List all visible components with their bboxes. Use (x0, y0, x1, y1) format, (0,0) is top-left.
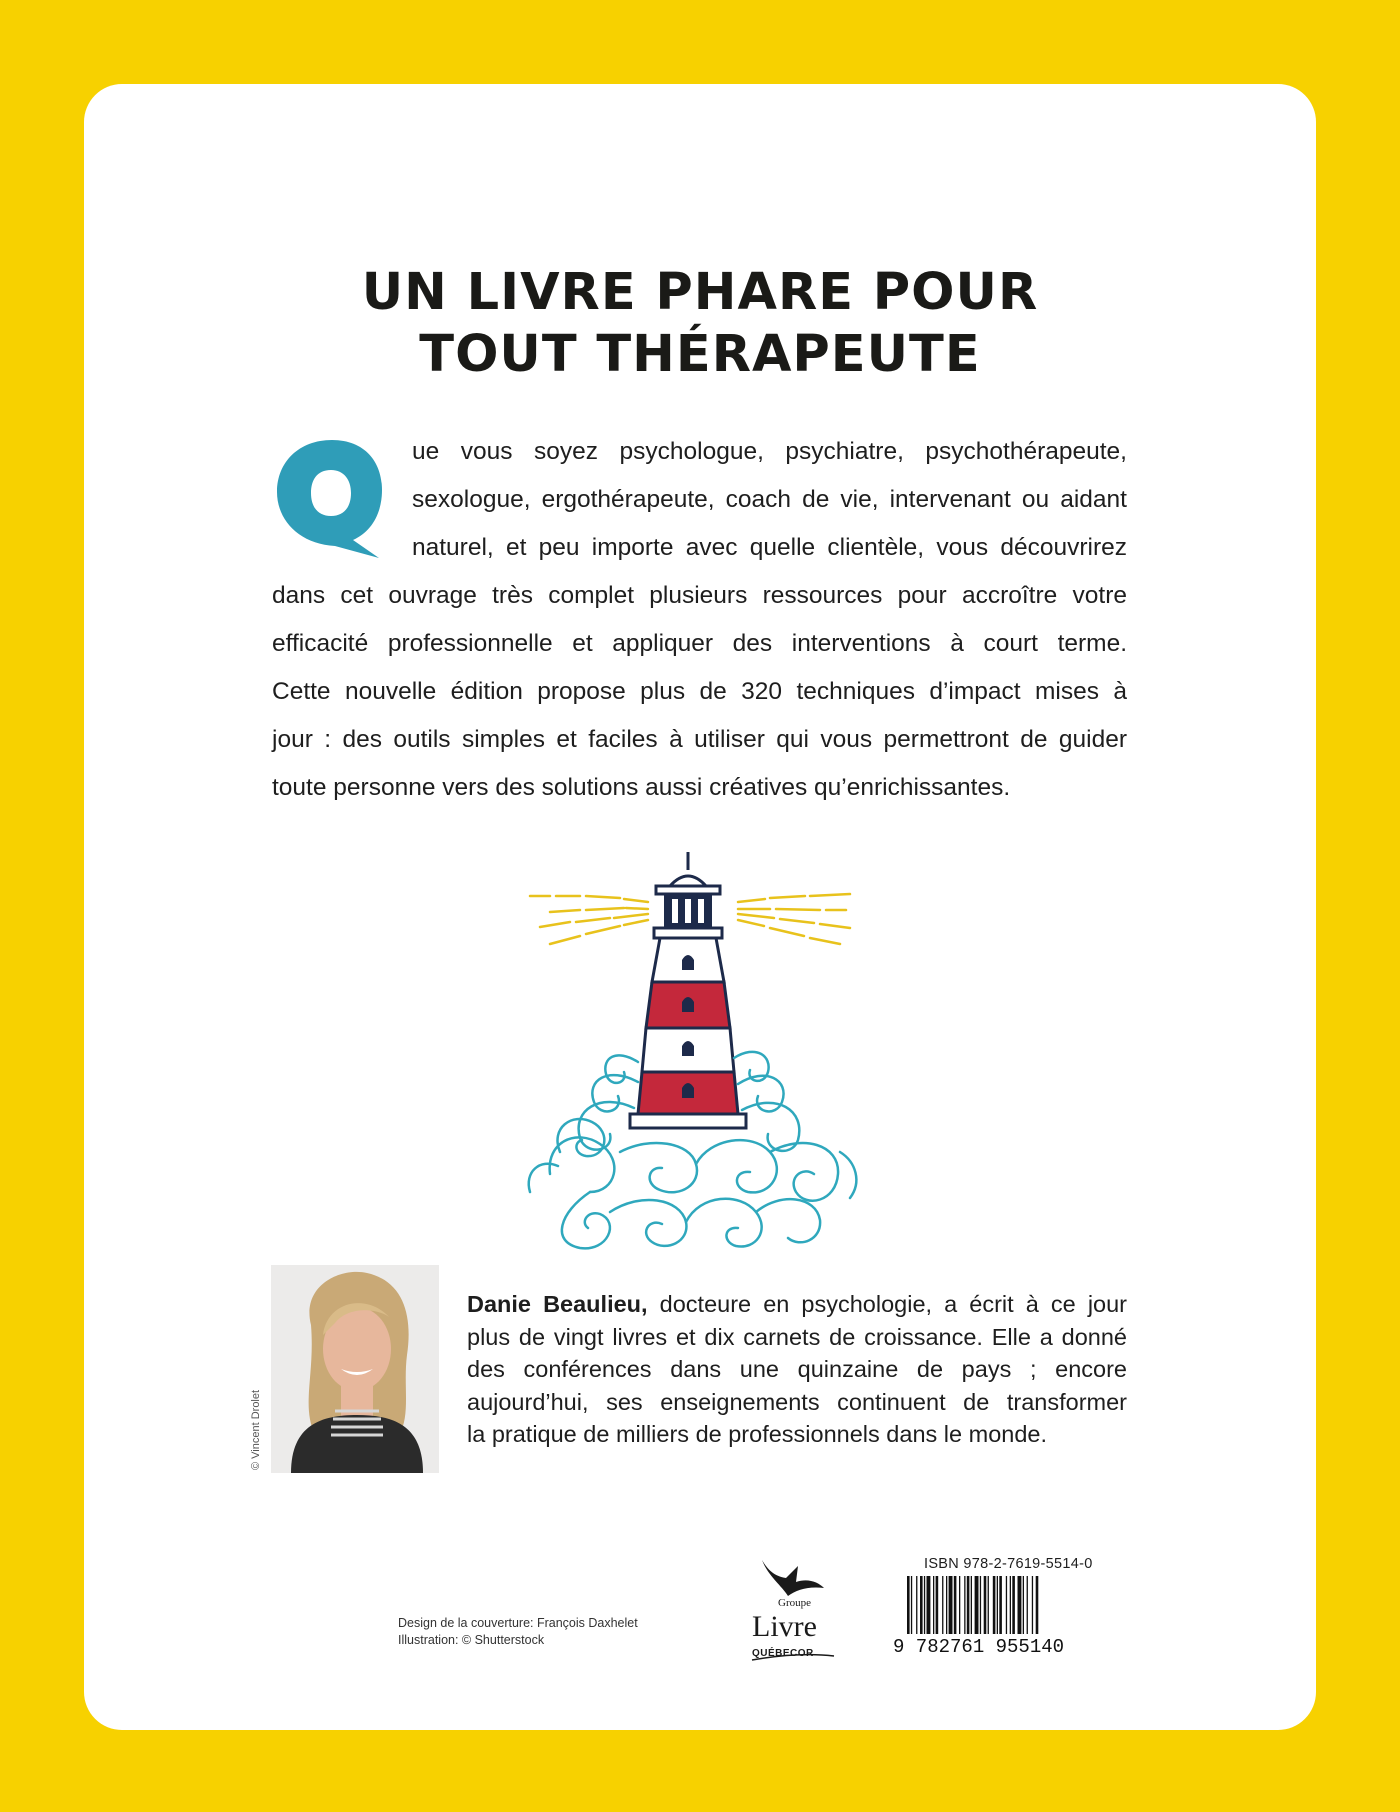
barcode-bar (984, 1576, 987, 1634)
lighthouse-icon (520, 852, 870, 1252)
author-bio (467, 1288, 1127, 1451)
photo-credit: © Vincent Drolet (250, 1389, 262, 1470)
bio-line: la pratique de milliers de professionnels dans le monde. (467, 1421, 1047, 1447)
barcode-bar (999, 1576, 1002, 1634)
bio-line (467, 1288, 1127, 1321)
barcode-bar (946, 1576, 947, 1634)
barcode-bar (916, 1576, 917, 1634)
barcode-bar (997, 1576, 998, 1634)
intro-line: naturel, et peu importe avec quelle clientèle, vous découvrirez (412, 534, 1127, 561)
barcode-bar (933, 1576, 934, 1634)
author-photo (271, 1265, 439, 1473)
publisher-line1: Groupe (778, 1597, 811, 1609)
isbn-label: ISBN 978-2-7619-5514-0 (924, 1556, 1093, 1572)
barcode-bar (907, 1576, 910, 1634)
barcode-bar (975, 1576, 979, 1634)
barcode-bar (1036, 1576, 1039, 1634)
publisher-logo (738, 1556, 848, 1664)
barcode-bar (911, 1576, 912, 1634)
barcode (893, 1576, 1113, 1654)
barcode-bar (924, 1576, 925, 1634)
barcode-bar (964, 1576, 965, 1634)
cover-credits (398, 1615, 638, 1649)
barcode-bar (980, 1576, 981, 1634)
bio-line: plus de vingt livres et dix carnets de croissance. Elle a donné (467, 1323, 1127, 1350)
barcode-bar (1032, 1576, 1033, 1634)
intro-line: ue vous soyez psychologue, psychiatre, psychothérapeute, (412, 438, 1127, 465)
design-credit: Design de la couverture: François Daxhelet (398, 1616, 638, 1630)
barcode-bar (959, 1576, 960, 1634)
barcode-bar (1027, 1576, 1028, 1634)
publisher-line3: QUÉBECOR (752, 1648, 814, 1659)
barcode-bar (949, 1576, 953, 1634)
bio-line: aujourd’hui, ses enseignements continuent de transformer (467, 1388, 1127, 1415)
author-name: Danie Beaulieu, (467, 1291, 648, 1317)
barcode-bar (967, 1576, 970, 1634)
intro-line: dans cet ouvrage très complet plusieurs ressources pour accroître votre (272, 582, 1127, 609)
title-line-2: TOUT THÉRAPEUTE (419, 325, 981, 384)
dropcap-letter (387, 440, 388, 441)
barcode-bar (1018, 1576, 1022, 1634)
title-line-1: UN LIVRE PHARE POUR (361, 263, 1039, 322)
bio-line-text: docteure en psychologie, a écrit à ce jour (659, 1291, 1128, 1317)
barcode-bar (920, 1576, 923, 1634)
barcode-bar (1010, 1576, 1011, 1634)
barcode-bar (1006, 1576, 1007, 1634)
dropcap-q (277, 440, 387, 558)
barcode-bar (993, 1576, 996, 1634)
intro-line: toute personne vers des solutions aussi créatives qu’enrichissantes. (272, 774, 1011, 801)
page-title (0, 262, 1400, 386)
barcode-bar (1012, 1576, 1015, 1634)
barcode-bar (954, 1576, 957, 1634)
barcode-bar (936, 1576, 939, 1634)
isbn-digits: 9 782761 955140 (893, 1636, 1065, 1654)
illustration-credit: Illustration: © Shutterstock (398, 1633, 545, 1647)
intro-line: efficacité professionnelle et appliquer des interventions à court terme. (272, 630, 1127, 657)
bio-line: des conférences dans une quinzaine de pays ; encore (467, 1356, 1127, 1382)
barcode-bar (942, 1576, 943, 1634)
barcode-bar (988, 1576, 989, 1634)
intro-line: jour : des outils simples et faciles à utiliser qui vous permettront de guider (272, 726, 1127, 753)
publisher-line2: Livre (752, 1610, 817, 1643)
intro-line: sexologue, ergothérapeute, coach de vie, intervenant ou aidant (412, 486, 1127, 513)
barcode-bar (971, 1576, 972, 1634)
barcode-bar (1023, 1576, 1024, 1634)
intro-line: Cette nouvelle édition propose plus de 320 techniques d’impact mises à (272, 678, 1127, 705)
intro-paragraph (272, 428, 1127, 812)
barcode-bar (927, 1576, 931, 1634)
